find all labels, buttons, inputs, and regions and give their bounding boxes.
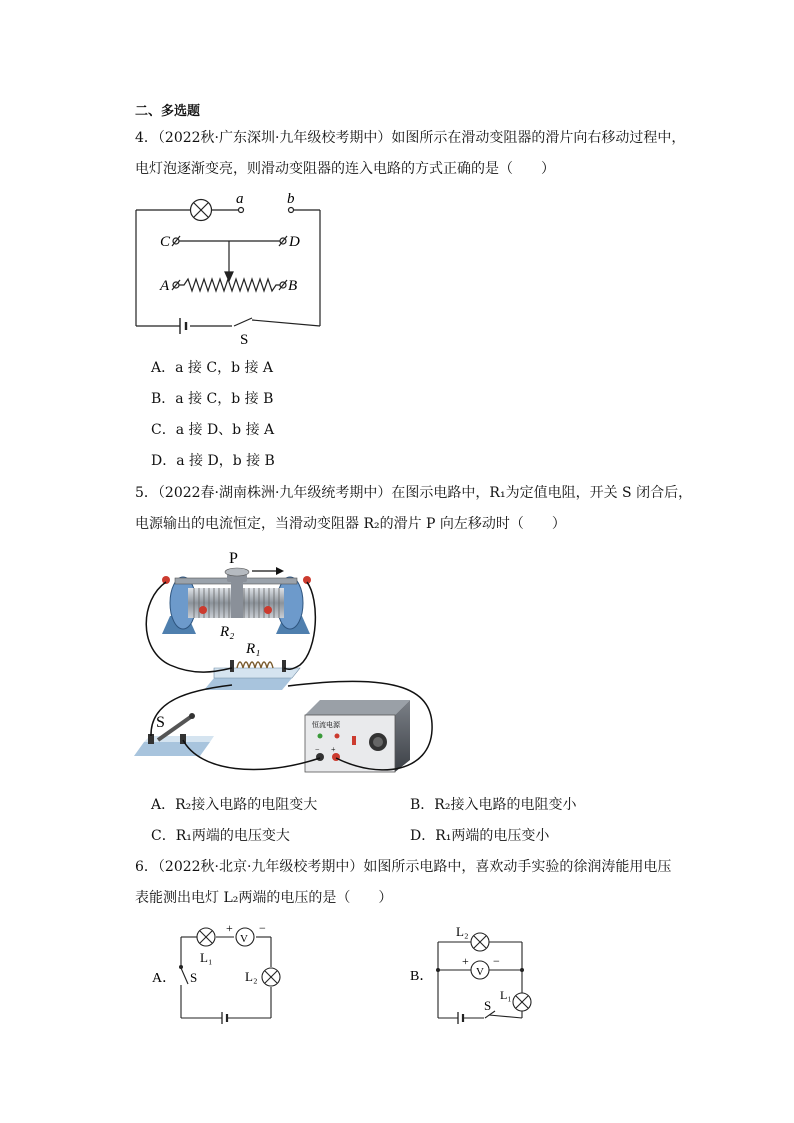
q4-option-c[interactable]: C．a 接 D、b 接 A [151,422,275,438]
q6a-voltmeter-v: V [240,933,248,945]
q5-option-c[interactable]: C．R₁两端的电压变大 [151,828,290,844]
q6a-plus: + [226,921,233,935]
q4-label-b: b [287,191,295,207]
q4-label-a: a [236,191,244,207]
q6b-label-L1: L₁ [500,988,512,1002]
q6a-label-L2: L₂ [245,969,258,984]
q6b-plus: + [462,954,469,968]
section-title: 二、多选题 [135,104,201,119]
q5-label-R2: R₂ [220,624,235,640]
q5-stem-line2: 电源输出的电流恒定，当滑动变阻器 R₂的滑片 P 向左移动时（ ） [135,516,566,532]
q4-label-A: A [160,278,170,294]
q6b-label: B． [410,969,434,984]
q4-label-C: C [160,234,171,250]
q4-stem-line2: 电灯泡逐渐变亮，则滑动变阻器的连入电路的方式正确的是（ ） [135,161,555,177]
q5-supply-label: 恒流电源 [312,721,340,729]
q4-label-D: D [289,234,300,250]
q6a-label-L1: L₁ [200,950,213,965]
q4-stem-line1: 4．（2022秋·广东深圳·九年级校考期中）如图所示在滑动变阻器的滑片向右移动过程中， [135,130,686,146]
q5-label-P: P [229,550,238,567]
q5-option-b[interactable]: B．R₂接入电路的电阻变小 [410,797,577,813]
q6-stem-line2: 表能测出电灯 L₂两端的电压的是（ ） [135,890,393,906]
q4-label-S: S [240,332,249,348]
q6b-minus: − [493,954,500,968]
q6a-label: A． [152,971,177,986]
q6a-minus: − [259,921,266,935]
q5-stem-line1: 5．（2022春·湖南株洲·九年级统考期中）在图示电路中，R₁为定值电阻，开关 S 闭合后， [135,485,693,501]
q5-option-d[interactable]: D．R₁两端的电压变小 [410,828,550,844]
q4-option-d[interactable]: D．a 接 D，b 接 B [151,453,275,469]
q4-option-b[interactable]: B．a 接 C，b 接 B [151,391,274,407]
q5-supply-minus: − [315,745,320,754]
q4-option-a[interactable]: A．a 接 C，b 接 A [151,360,274,376]
q5-option-a[interactable]: A．R₂接入电路的电阻变大 [151,797,318,813]
q6a-label-S: S [190,970,198,985]
q6-stem-line1: 6．（2022秋·北京·九年级校考期中）如图所示电路中，喜欢动手实验的徐润涛能用电压 [135,859,672,875]
q5-label-S: S [156,714,165,731]
q5-supply-plus: + [331,745,336,754]
q6b-voltmeter-v: V [476,966,484,978]
q6b-label-S: S [484,998,492,1013]
q6b-label-L2: L₂ [456,924,469,939]
q4-label-B: B [288,278,298,294]
q5-label-R1: R₁ [246,641,261,657]
